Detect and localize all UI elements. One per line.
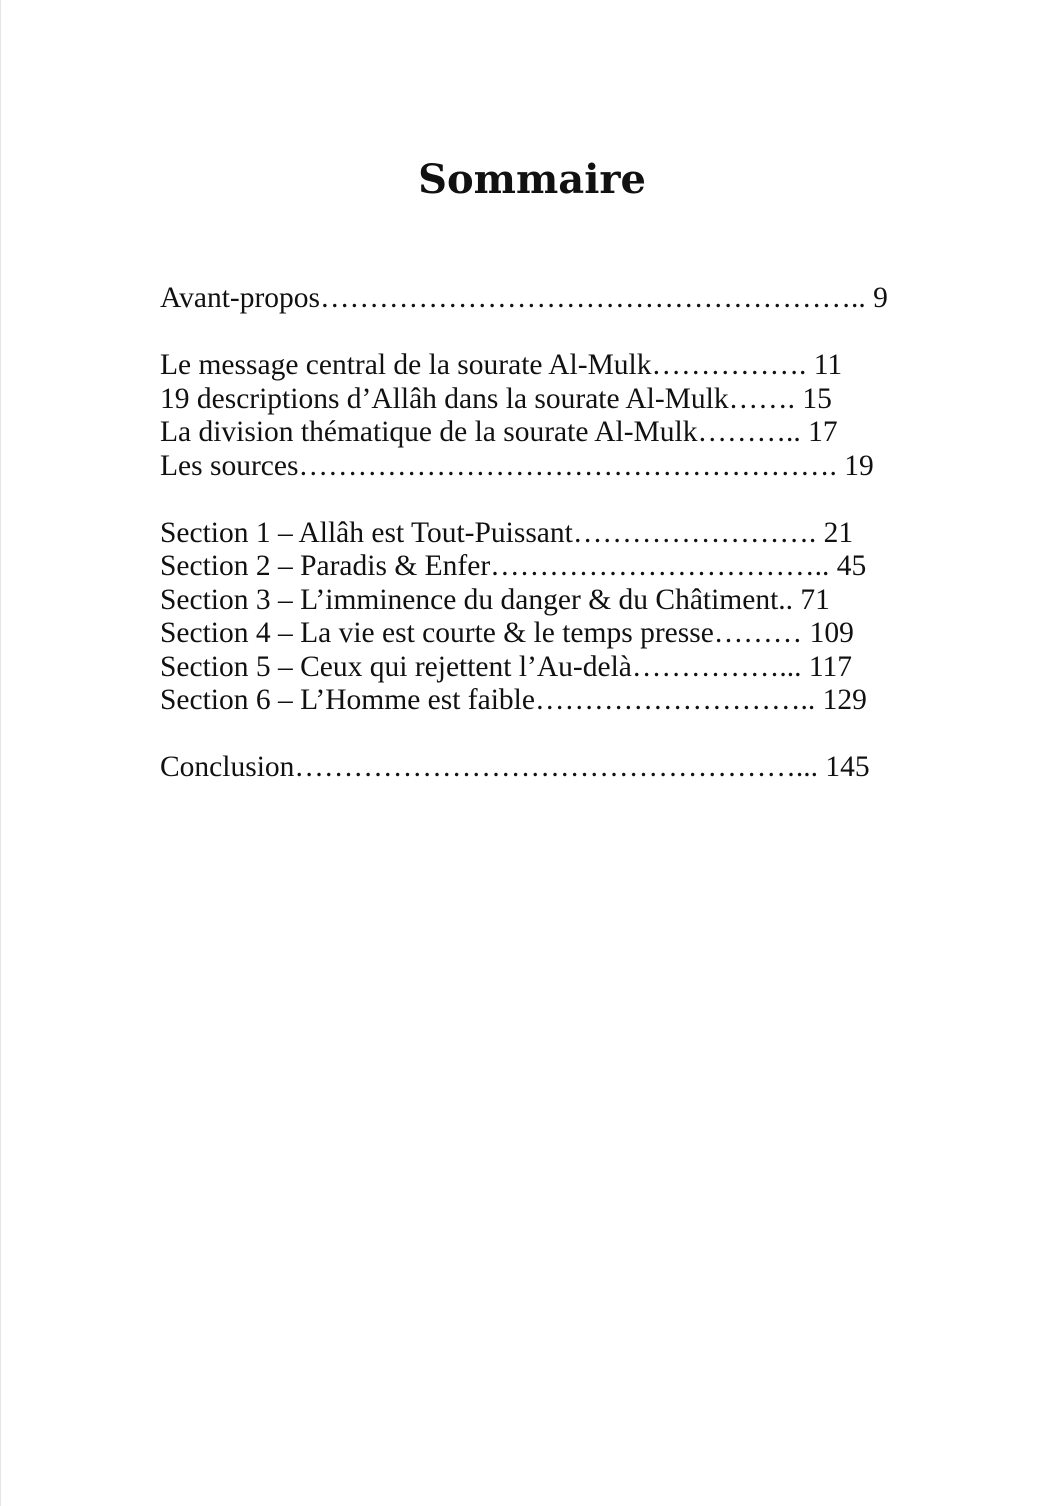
toc-entry[interactable]	[160, 584, 908, 618]
toc-entry[interactable]	[160, 651, 908, 685]
toc-entry-text: Section 1 – Allâh est Tout-Puissant……………………. 21	[160, 516, 854, 549]
toc-group-sections	[160, 517, 908, 718]
toc-entry-text: Section 6 – L’Homme est faible……………………….. 129	[160, 684, 867, 716]
toc-entry[interactable]	[160, 517, 908, 551]
toc-entry-text: Section 2 – Paradis & Enfer…………………………….. 45	[160, 550, 867, 582]
toc-entry[interactable]	[160, 383, 908, 417]
toc-entry-text: 19 descriptions d’Allâh dans la sourate Al-Mulk……. 15	[160, 382, 832, 415]
toc-entry-text: Section 5 – Ceux qui rejettent l’Au-delà……………... 117	[160, 650, 853, 683]
toc-entry-text: Avant-propos……………………………………………….. 9	[160, 282, 888, 314]
toc-entry[interactable]	[160, 550, 908, 584]
toc-entry[interactable]	[160, 751, 908, 785]
toc-group-introduction	[160, 349, 908, 483]
toc-entry-text: Le message central de la sourate Al-Mulk……………. 11	[160, 349, 843, 381]
toc-entry-text: Section 3 – L’imminence du danger & du Châtiment.. 71	[160, 583, 830, 616]
toc-entry[interactable]	[160, 349, 908, 383]
toc-entry[interactable]	[160, 416, 908, 450]
page-title: Sommaire	[418, 156, 646, 203]
table-of-contents	[160, 282, 908, 818]
toc-group-back	[160, 751, 908, 785]
toc-entry[interactable]	[160, 282, 908, 316]
toc-entry-text: Conclusion……………………………………………... 145	[160, 751, 870, 783]
toc-entry-text: Section 4 – La vie est courte & le temps presse……… 109	[160, 617, 854, 649]
toc-entry[interactable]	[160, 684, 908, 718]
toc-entry[interactable]	[160, 617, 908, 651]
toc-entry-text: La division thématique de la sourate Al-Mulk……….. 17	[160, 416, 838, 448]
toc-entry-text: Les sources………………………………………………. 19	[160, 449, 874, 482]
toc-group-front	[160, 282, 908, 316]
toc-entry[interactable]	[160, 450, 908, 484]
